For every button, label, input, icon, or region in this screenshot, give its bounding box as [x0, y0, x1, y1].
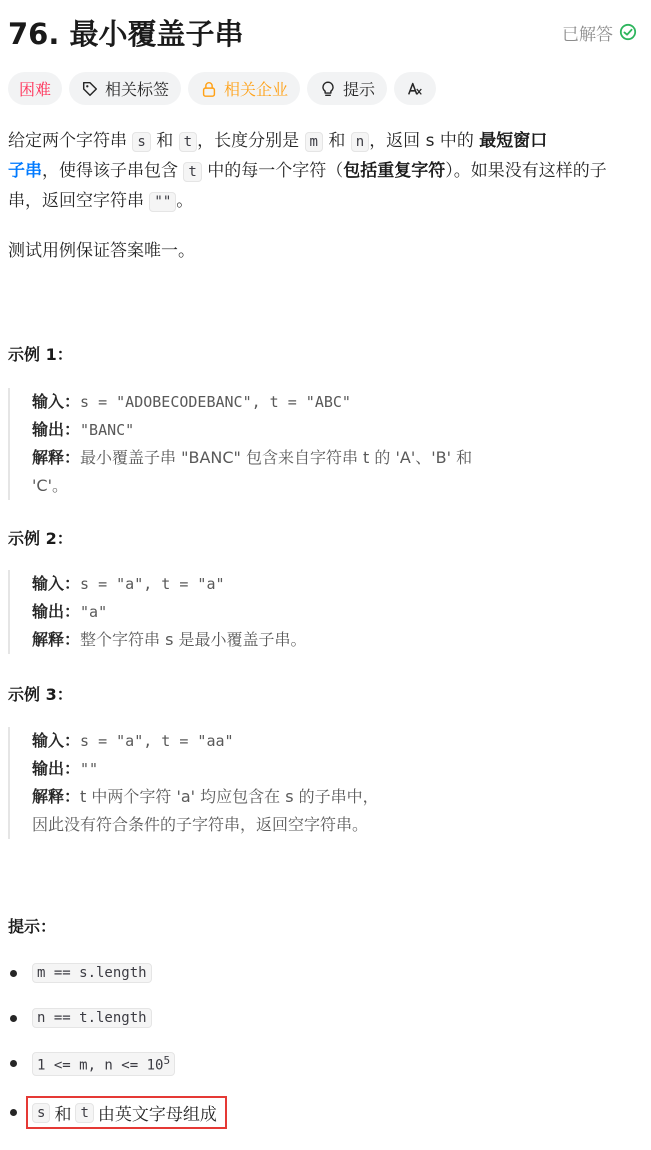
output-label: 输出：	[32, 420, 81, 439]
translate-icon	[406, 80, 424, 98]
inline-code-empty: ""	[149, 192, 176, 212]
related-companies-button[interactable]	[188, 72, 300, 105]
example-input: s = "ADOBECODEBANC", t = "ABC"	[80, 393, 351, 411]
lightbulb-icon	[319, 80, 337, 98]
statement-text: ，返回 s 中的	[369, 131, 480, 151]
example-explanation: 最小覆盖子串 "BANC" 包含来自字符串 t 的 'A'、'B' 和	[80, 448, 473, 467]
constraint-item	[8, 1008, 152, 1028]
solved-label: 已解答	[562, 24, 613, 45]
tag-bar	[8, 72, 436, 105]
constraint-code: n == t.length	[32, 1008, 152, 1028]
statement-text: ）。如果没有这样的子串，返回空字符串	[8, 161, 607, 211]
inline-code-n: n	[351, 132, 369, 152]
hint-label: 提示	[343, 80, 376, 99]
unique-answer-note: 测试用例保证答案唯一。	[8, 241, 195, 261]
statement-text: ，使得该子串包含	[42, 161, 184, 181]
inline-code-m: m	[305, 132, 323, 152]
example-input: s = "a", t = "aa"	[80, 732, 234, 750]
problem-statement	[8, 127, 637, 217]
check-circle-icon	[619, 23, 637, 41]
example-output: "a"	[80, 603, 108, 621]
constraint-text: 由英文字母组成	[97, 1105, 217, 1125]
bullet	[10, 1109, 17, 1116]
hint-button[interactable]	[307, 72, 387, 105]
constraint-code	[32, 1052, 175, 1076]
inline-code-t: t	[75, 1103, 93, 1123]
difficulty-badge: 困难	[8, 72, 62, 105]
bold-text: 最短窗口	[479, 131, 548, 151]
related-companies-label: 相关企业	[224, 80, 289, 99]
example-2-block	[8, 570, 637, 654]
constraint-text: 和	[54, 1105, 72, 1125]
statement-text: 和	[150, 131, 179, 151]
inline-code-t: t	[183, 162, 201, 182]
input-label: 输入：	[32, 574, 81, 593]
example-output: "BANC"	[80, 421, 135, 439]
example-explanation: t 中两个字符 'a' 均应包含在 s 的子串中，	[80, 787, 379, 806]
constraint-code-text: 1 <= m, n <= 10	[37, 1057, 164, 1074]
output-label: 输出：	[32, 759, 81, 778]
example-explanation-cont: 因此没有符合条件的子字符串，返回空字符串。	[32, 815, 369, 834]
problem-title[interactable]: 76. 最小覆盖子串	[8, 16, 244, 51]
example-2-title: 示例 2：	[8, 529, 73, 548]
lock-icon	[200, 80, 218, 98]
example-explanation-cont: 'C'。	[32, 476, 68, 495]
related-tags-label: 相关标签	[105, 80, 170, 99]
constraint-code: m == s.length	[32, 963, 152, 983]
bold-text: 包括重复字符	[343, 161, 446, 181]
constraint-item	[8, 1096, 227, 1129]
highlighted-constraint	[26, 1096, 227, 1129]
statement-text: ，长度分别是	[197, 131, 305, 151]
title-row	[8, 10, 637, 54]
input-label: 输入：	[32, 731, 81, 750]
solved-status	[562, 20, 637, 45]
example-1-block	[8, 388, 637, 500]
example-3-title: 示例 3：	[8, 685, 73, 704]
example-input: s = "a", t = "a"	[80, 575, 225, 593]
input-label: 输入：	[32, 392, 81, 411]
example-1-title: 示例 1：	[8, 345, 73, 364]
statement-text: 和	[322, 131, 351, 151]
example-output: ""	[80, 760, 99, 778]
translate-button[interactable]	[394, 72, 436, 105]
substring-link[interactable]: 子串	[8, 161, 42, 181]
related-tags-button[interactable]	[69, 72, 181, 105]
bullet	[10, 1060, 17, 1067]
constraints-title: 提示：	[8, 917, 57, 936]
example-3-block	[8, 727, 637, 839]
inline-code-s: s	[32, 1103, 50, 1123]
statement-text: 。	[176, 191, 194, 211]
inline-code-s: s	[132, 132, 150, 152]
exponent: 5	[163, 1054, 171, 1067]
tag-icon	[81, 80, 99, 98]
statement-text: 中的每一个字符（	[201, 161, 344, 181]
bullet	[10, 1015, 17, 1022]
bullet	[10, 970, 17, 977]
inline-code-t: t	[179, 132, 197, 152]
explain-label: 解释：	[32, 630, 81, 649]
constraint-item	[8, 1052, 175, 1076]
explain-label: 解释：	[32, 787, 81, 806]
output-label: 输出：	[32, 602, 81, 621]
constraint-item	[8, 963, 152, 983]
statement-text: 给定两个字符串	[8, 131, 133, 151]
explain-label: 解释：	[32, 448, 81, 467]
example-explanation: 整个字符串 s 是最小覆盖子串。	[80, 630, 307, 649]
